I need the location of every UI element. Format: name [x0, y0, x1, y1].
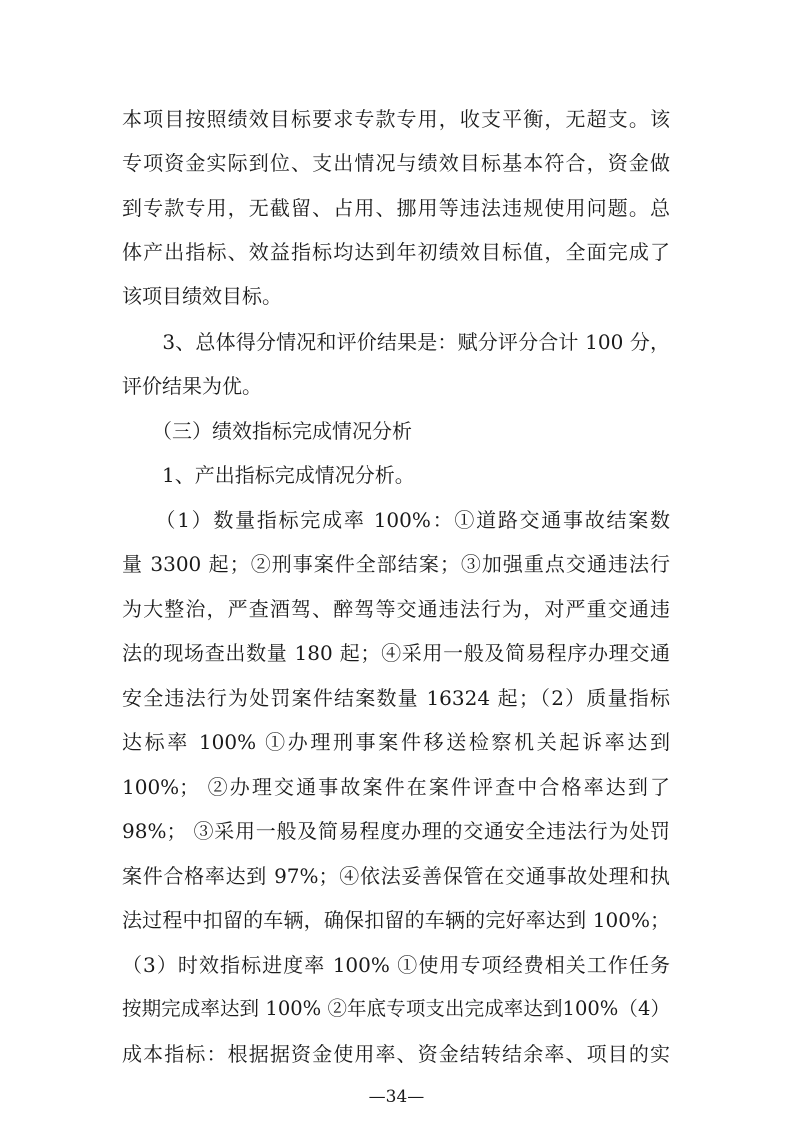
text-line: 为大整治，严查酒驾、醉驾等交通违法行为，对严重交通违 — [122, 597, 670, 621]
text-line: 达标率 100% ①办理刑事案件移送检察机关起诉率达到 — [122, 730, 670, 754]
text-line: 该项目绩效目标。 — [122, 284, 282, 308]
text-line: （1）数量指标完成率 100%：①道路交通事故结案数 — [122, 508, 670, 532]
text-line: 成本指标：根据据资金使用率、资金结转结余率、项目的实 — [122, 1042, 670, 1066]
subsection-heading: 1、产出指标完成情况分析。 — [122, 463, 415, 487]
text-line: 体产出指标、效益指标均达到年初绩效目标值，全面完成了 — [122, 240, 670, 264]
text-line: 98%； ③采用一般及简易程度办理的交通安全违法行为处罚 — [122, 819, 670, 843]
text-line: 量 3300 起；②刑事案件全部结案；③加强重点交通违法行 — [122, 552, 670, 576]
text-line: 100%； ②办理交通事故案件在案件评查中合格率达到了 — [122, 775, 670, 799]
text-line: 安全违法行为处罚案件结案数量 16324 起；（2）质量指标 — [122, 686, 670, 710]
text-line: （3）时效指标进度率 100% ①使用专项经费相关工作任务 — [122, 953, 670, 977]
text-line: 评价结果为优。 — [122, 374, 262, 398]
page-number: —34— — [368, 1087, 425, 1107]
text-line: 案件合格率达到 97%；④依法妥善保管在交通事故处理和执 — [122, 864, 670, 888]
text-line: 到专款专用，无截留、占用、挪用等违法违规使用问题。总 — [122, 196, 670, 220]
text-line: 本项目按照绩效目标要求专款专用，收支平衡，无超支。该 — [122, 107, 670, 131]
text-line: 专项资金实际到位、支出情况与绩效目标基本符合，资金做 — [122, 151, 670, 175]
text-line: 法过程中扣留的车辆，确保扣留的车辆的完好率达到 100%； — [122, 908, 670, 932]
text-line: 3、总体得分情况和评价结果是：赋分评分合计 100 分， — [122, 330, 670, 354]
text-line: 法的现场查出数量 180 起；④采用一般及简易程序办理交通 — [122, 641, 670, 665]
text-line: 按期完成率达到 100% ②年底专项支出完成率达到100%（4） — [122, 997, 670, 1020]
section-heading: （三）绩效指标完成情况分析 — [122, 419, 412, 443]
